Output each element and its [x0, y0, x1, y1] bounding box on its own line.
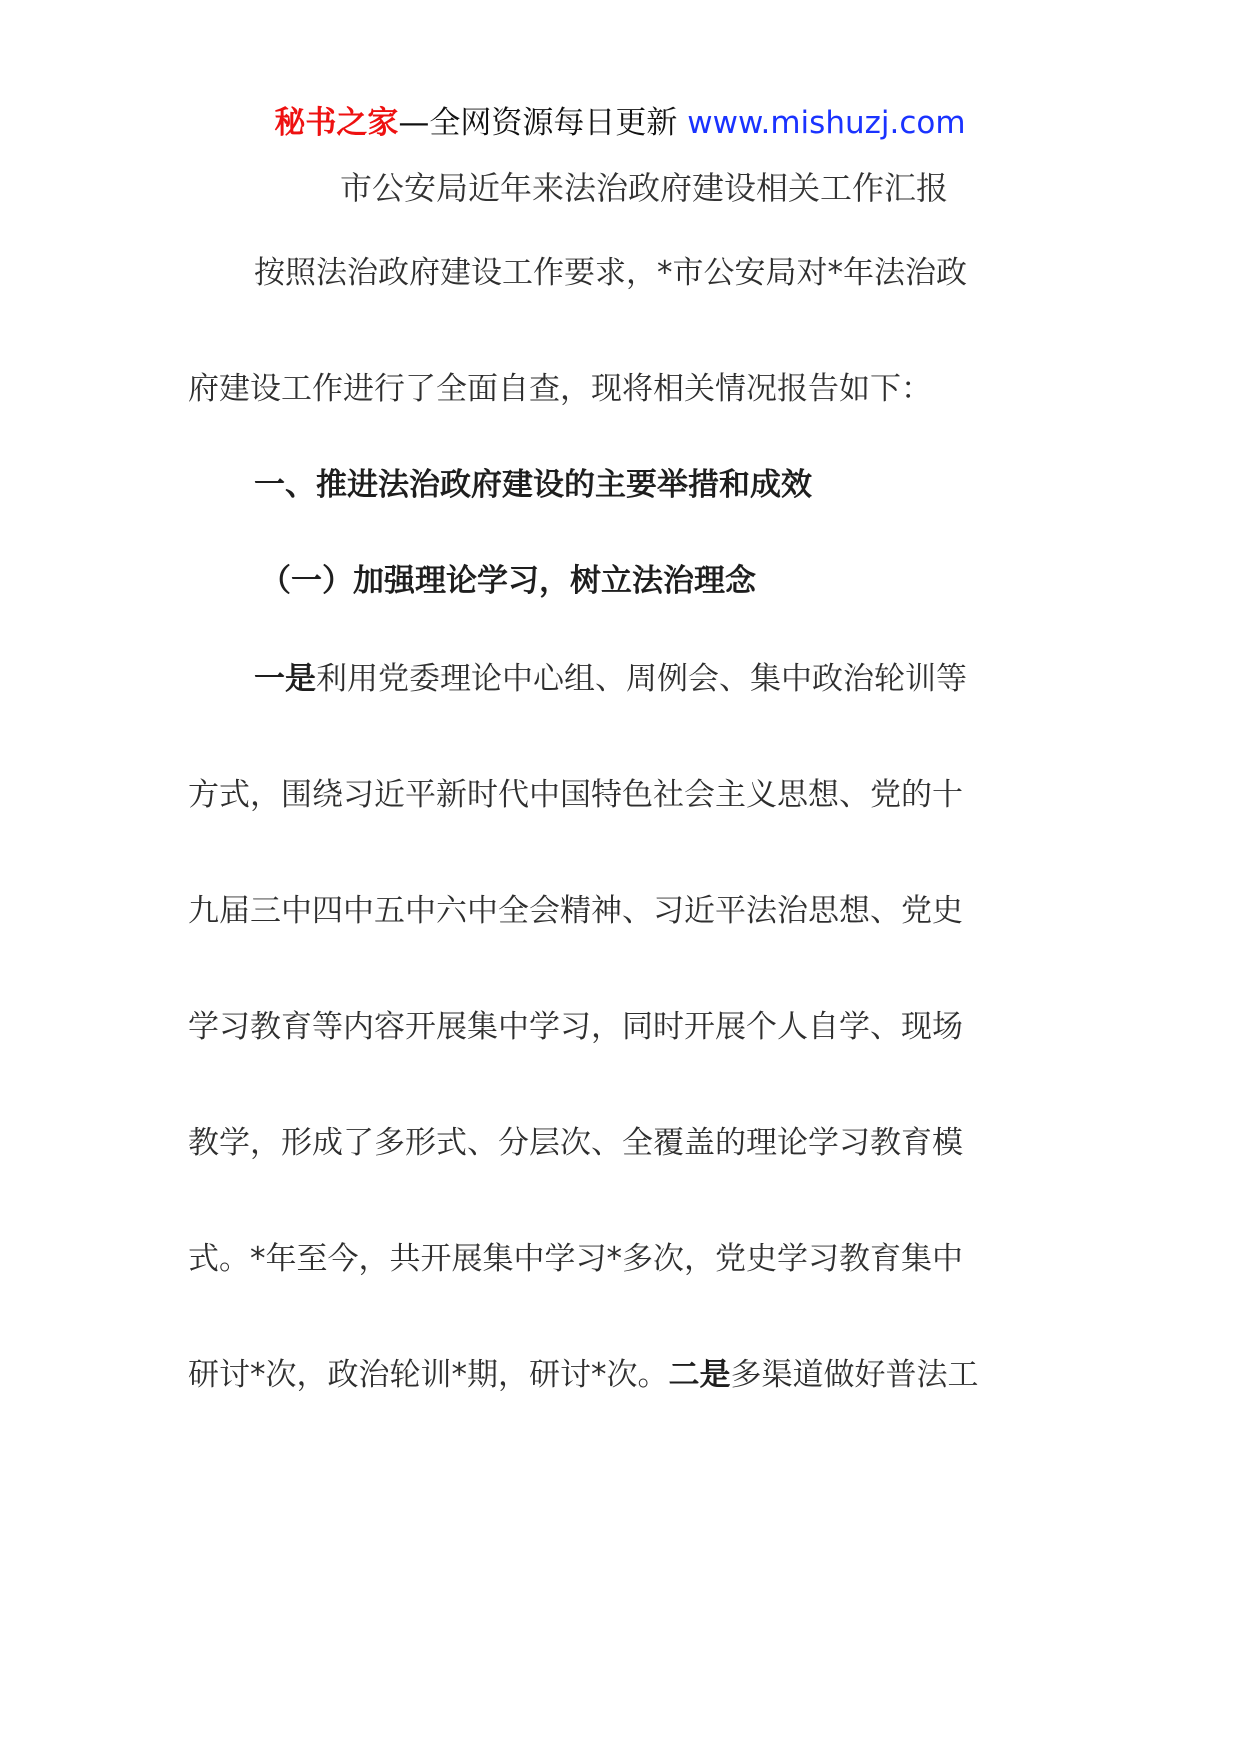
paragraph-line: 学习教育等内容开展集中学习，同时开展个人自学、现场 [188, 1009, 963, 1045]
header-tagline: —全网资源每日更新 [398, 105, 688, 141]
document-title: 市公安局近年来法治政府建设相关工作汇报 [340, 169, 949, 207]
paragraph-line: 九届三中四中五中六中全会精神、习近平法治思想、党史 [188, 893, 963, 929]
site-header [0, 101, 1240, 145]
section-heading-1: 一、推进法治政府建设的主要举措和成效 [254, 467, 812, 503]
para-text: 多渠道做好普法工 [730, 1357, 979, 1393]
subsection-heading-1: （一）加强理论学习，树立法治理念 [260, 563, 756, 599]
para-text: 研讨*次，政治轮训*期，研讨*次。 [188, 1357, 669, 1393]
para-text: 利用党委理论中心组、周例会、集中政治轮训等 [316, 661, 967, 697]
paragraph-line: 式。*年至今，共开展集中学习*多次，党史学习教育集中 [188, 1241, 963, 1277]
paragraph-line: 教学，形成了多形式、分层次、全覆盖的理论学习教育模 [188, 1125, 963, 1161]
paragraph-line: 方式，围绕习近平新时代中国特色社会主义思想、党的十 [188, 777, 963, 813]
brand-name: 秘书之家 [274, 105, 399, 141]
para-lead-2: 二是 [668, 1357, 731, 1393]
paragraph-line [188, 1353, 979, 1397]
intro-line-1: 按照法治政府建设工作要求，*市公安局对*年法治政 [254, 255, 967, 291]
para-lead-1: 一是 [254, 661, 316, 697]
site-link[interactable]: www.mishuzj.com [687, 105, 966, 141]
intro-line-2: 府建设工作进行了全面自查，现将相关情况报告如下： [188, 371, 932, 407]
paragraph-line [254, 657, 967, 701]
